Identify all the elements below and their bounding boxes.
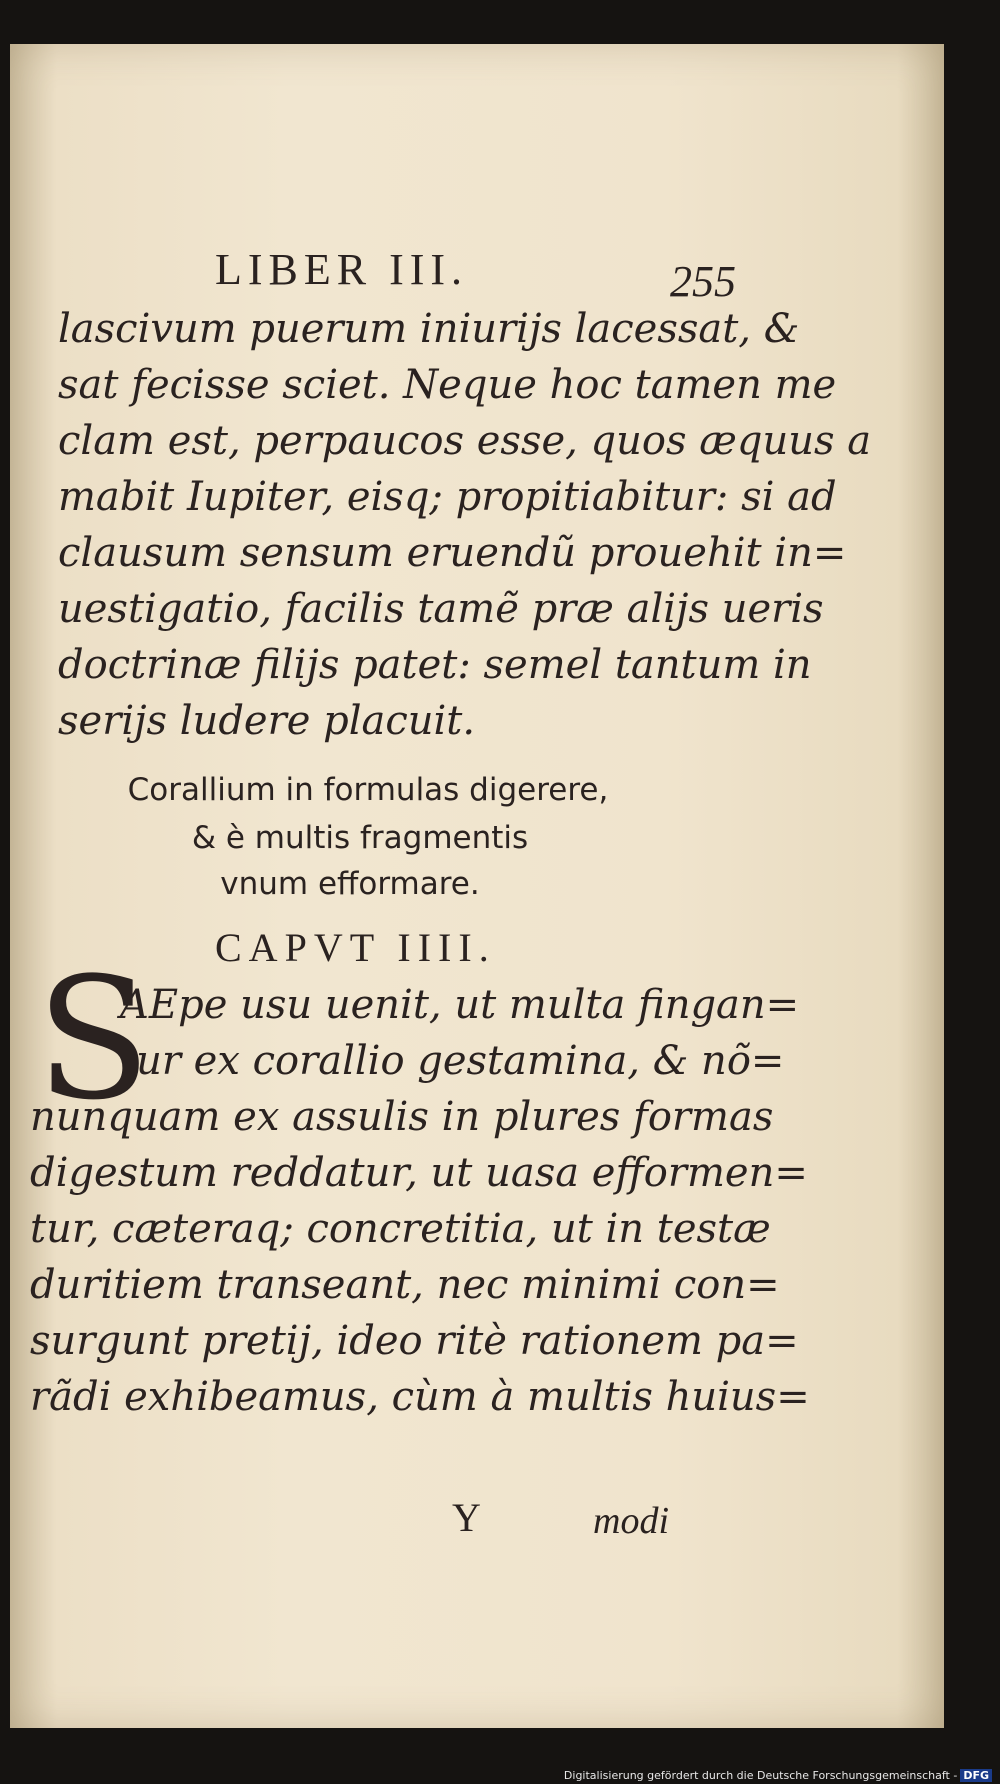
chapter-line: rãdi exhibeamus, cùm à multis huius= [30, 1374, 810, 1420]
running-head: LIBER III. [215, 245, 469, 294]
subheading-line: Corallium in formulas digerere, [127, 772, 609, 808]
digitization-footer [564, 1769, 992, 1782]
body-line: sat fecisse sciet. Neque hoc tamen me [58, 362, 837, 408]
body-line: uestigatio, facilis tamẽ præ alijs ueris [58, 586, 824, 632]
body-line: doctrinæ filijs patet: semel tantum in [58, 642, 812, 688]
body-line: clam est, perpaucos esse, quos æquus a [58, 418, 872, 464]
footer-text: Digitalisierung gefördert durch die Deutsche Forschungsgemeinschaft - [563, 1769, 958, 1782]
drop-cap-initial: S [36, 941, 152, 1137]
dfg-logo: DFG [960, 1769, 992, 1782]
chapter-line: duritiem transeant, nec minimi con= [30, 1262, 780, 1308]
body-line: serijs ludere placuit. [58, 698, 476, 744]
chapter-line: AEpe usu uenit, ut multa fingan= [120, 982, 800, 1028]
chapter-line: nunquam ex assulis in plures formas [30, 1094, 774, 1140]
body-line: clausum sensum eruendũ prouehit in= [58, 530, 847, 576]
subheading-line: & è multis fragmentis [191, 820, 529, 856]
body-line: lascivum puerum iniurijs lacessat, & [58, 306, 800, 352]
subheading-line: vnum efformare. [220, 866, 480, 902]
chapter-line: digestum reddatur, ut uasa efformen= [30, 1150, 808, 1196]
catchword: modi [593, 1500, 669, 1542]
signature-mark: Y [452, 1495, 481, 1540]
chapter-line: tur ex corallio gestamina, & nõ= [120, 1038, 785, 1084]
book-page [10, 44, 944, 1728]
page-number: 255 [670, 257, 736, 306]
chapter-line: tur, cæteraq; concretitia, ut in testæ [30, 1206, 771, 1252]
chapter-heading: CAPVT IIII. [215, 925, 496, 970]
chapter-line: surgunt pretij, ideo ritè rationem pa= [30, 1318, 799, 1364]
body-line: mabit Iupiter, eisq; propitiabitur: si ad [58, 474, 837, 520]
